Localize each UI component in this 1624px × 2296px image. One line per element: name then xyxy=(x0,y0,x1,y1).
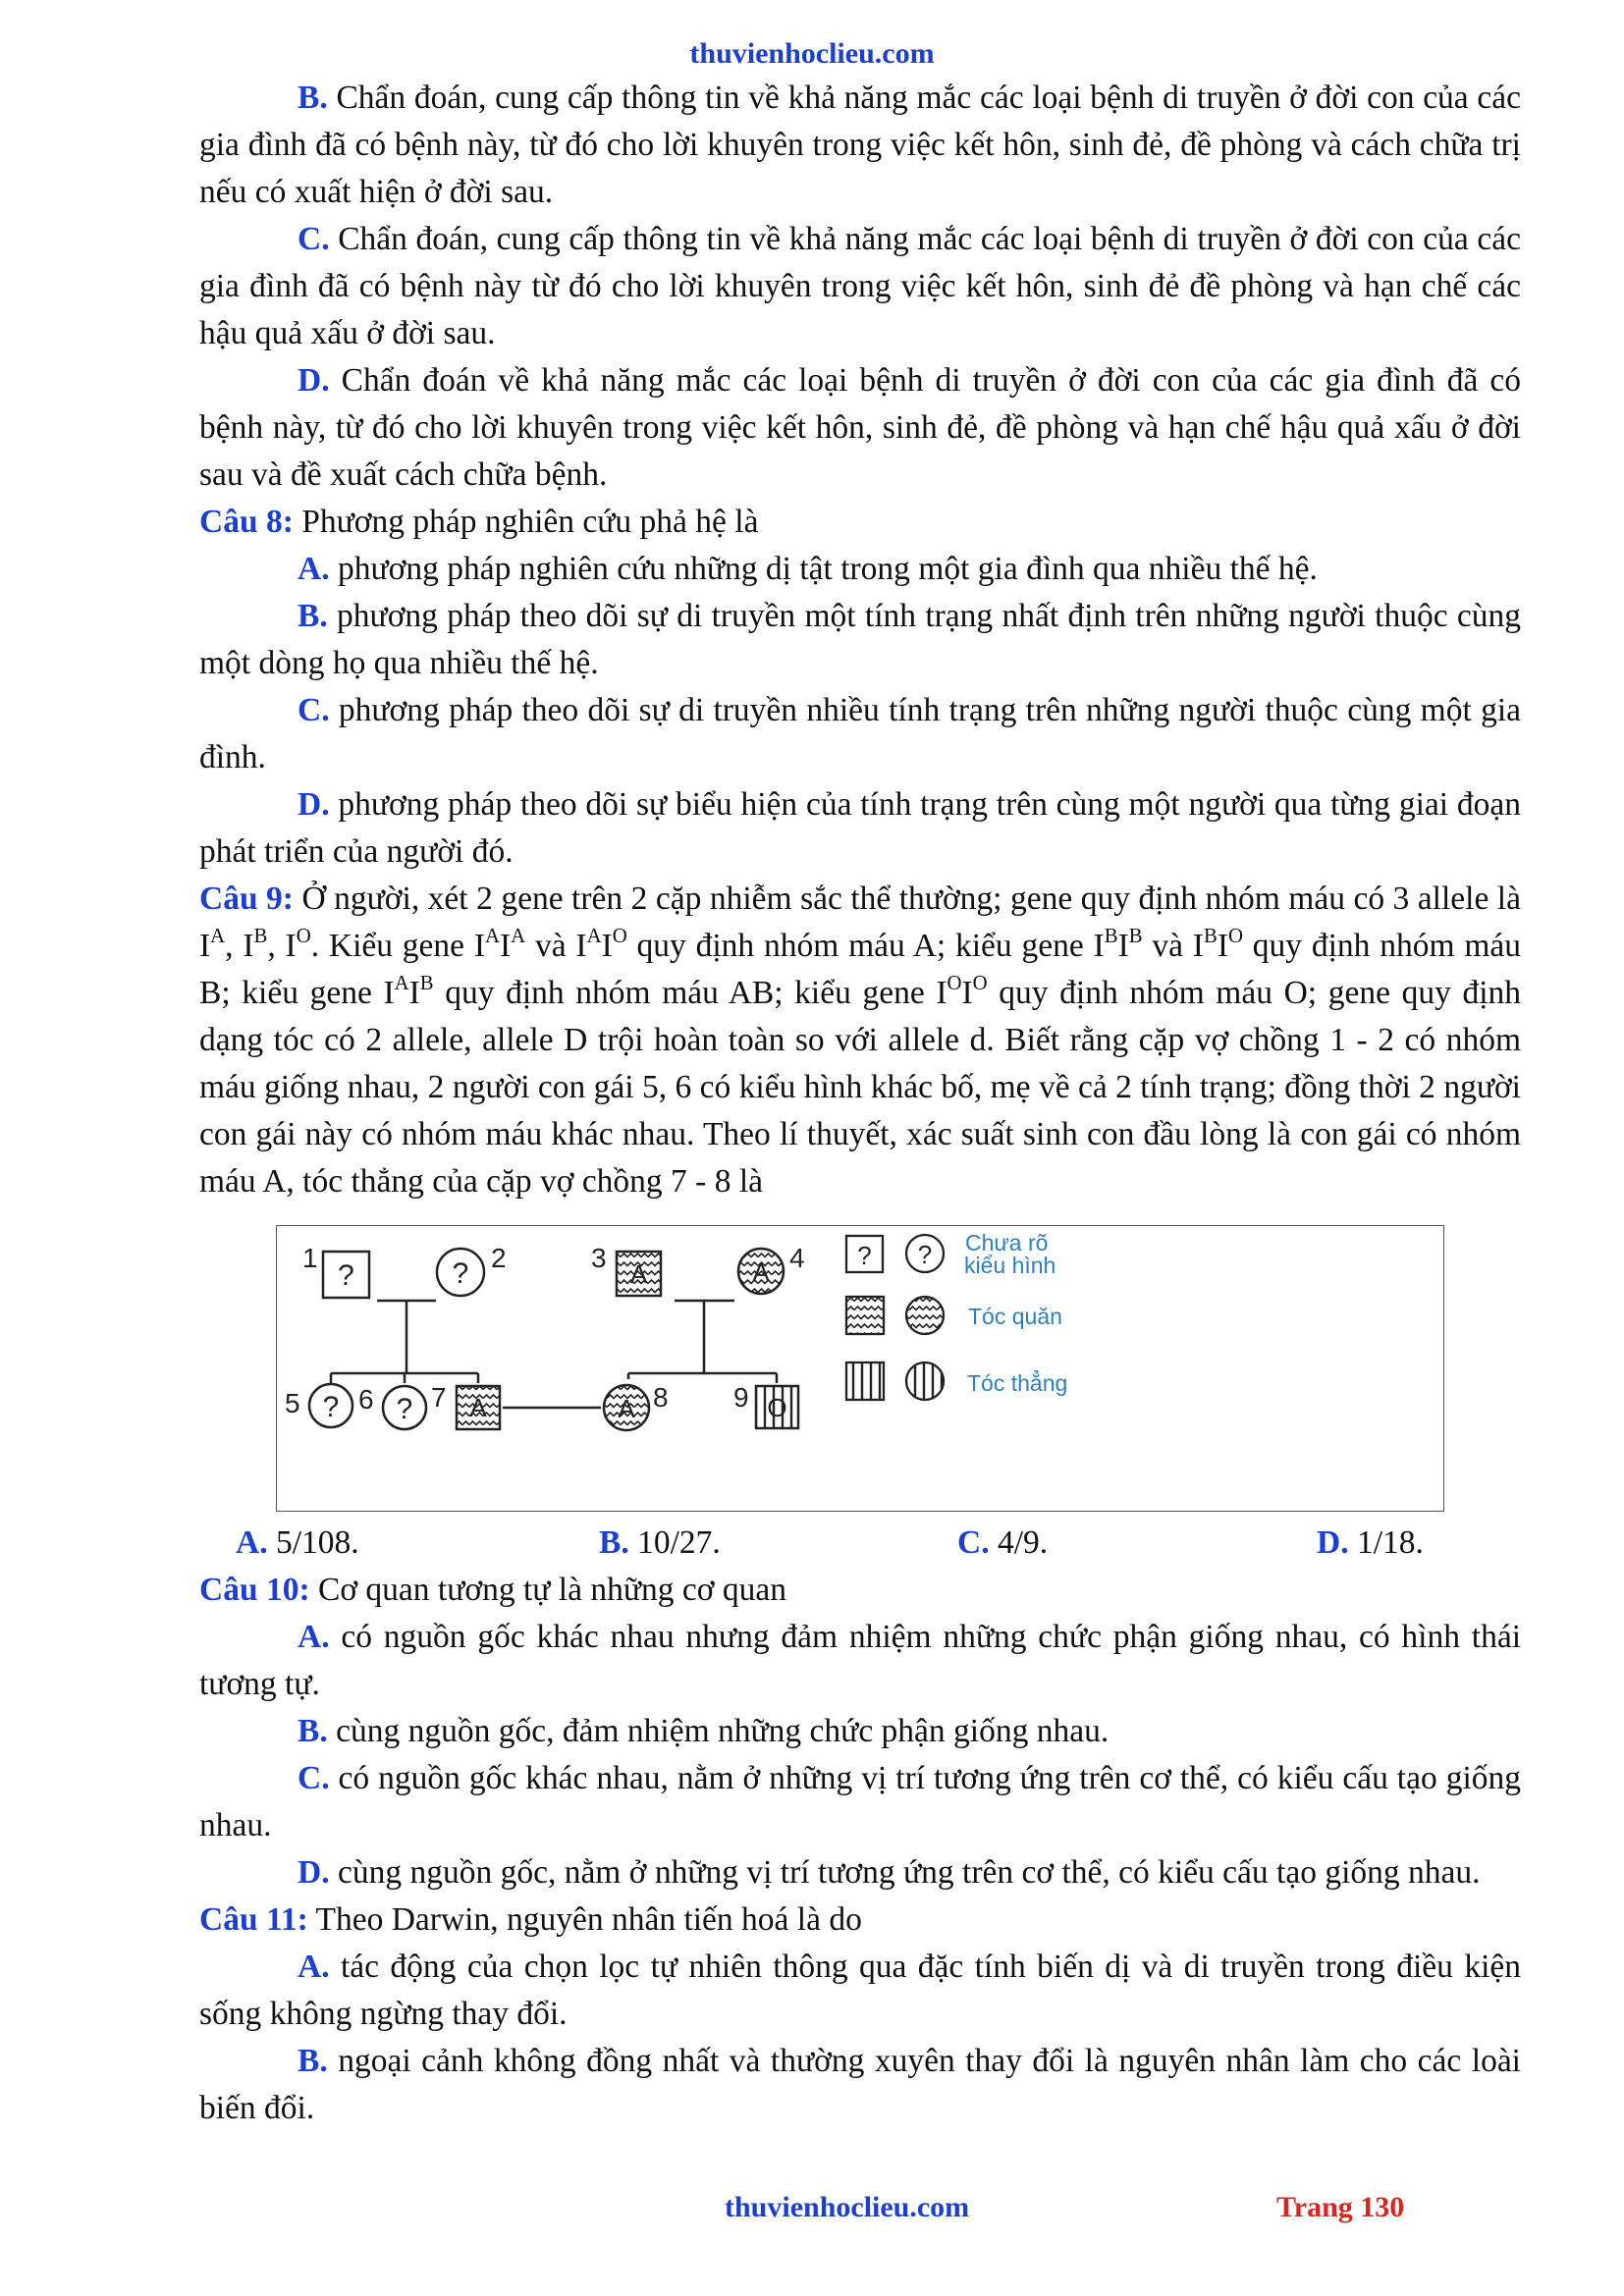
q10-option-a xyxy=(199,1614,1521,1708)
prev-option-d xyxy=(199,357,1521,499)
page-content xyxy=(199,75,1521,2132)
legend-straight-male-icon xyxy=(846,1362,884,1400)
person-5-female-unknown xyxy=(309,1384,352,1427)
superscript: O xyxy=(1227,924,1243,947)
q9-text: I xyxy=(961,975,973,1011)
q9-text: quy định nhóm máu AB; kiểu gene I xyxy=(433,975,947,1011)
label-9: 9 xyxy=(733,1382,749,1413)
svg-text:?: ? xyxy=(452,1257,469,1290)
q9-text: I xyxy=(1217,928,1228,964)
label-2: 2 xyxy=(491,1243,507,1273)
q9-text: I xyxy=(601,928,613,964)
superscript: B xyxy=(419,971,434,994)
label-4: 4 xyxy=(789,1243,805,1273)
q8-option-b xyxy=(199,593,1521,687)
legend-curly-male-icon xyxy=(846,1297,884,1334)
option-label: D. xyxy=(298,1854,330,1891)
option-text: phương pháp nghiên cứu những dị tật trong một gia đình qua nhiều thế hệ. xyxy=(337,551,1318,587)
label-8: 8 xyxy=(653,1382,669,1413)
legend-curly-female-icon xyxy=(906,1297,944,1334)
q9-text: I xyxy=(500,928,512,964)
q9-answer-row xyxy=(199,1520,1521,1567)
question-10 xyxy=(199,1567,1521,1614)
svg-text:?: ? xyxy=(338,1259,354,1292)
q10-option-c xyxy=(199,1755,1521,1849)
svg-text:A: A xyxy=(629,1259,648,1289)
option-label: C. xyxy=(957,1524,990,1561)
superscript: B xyxy=(253,924,268,947)
svg-text:A: A xyxy=(752,1257,770,1287)
superscript: A xyxy=(210,924,226,947)
footer-site-link[interactable]: thuvienhoclieu.com xyxy=(725,2191,970,2223)
person-1-male-unknown xyxy=(323,1252,369,1298)
q9-text: . Kiểu gene I xyxy=(310,928,486,964)
person-9-male-straight-blood-o xyxy=(756,1386,798,1428)
q11-option-b xyxy=(199,2038,1521,2132)
q9-option-b[interactable] xyxy=(599,1520,721,1567)
superscript: O xyxy=(947,971,962,994)
label-3: 3 xyxy=(591,1243,607,1273)
question-stem: Cơ quan tương tự là những cơ quan xyxy=(309,1572,786,1608)
question-11 xyxy=(199,1896,1521,1944)
svg-text:?: ? xyxy=(857,1241,872,1270)
q8-option-a xyxy=(199,546,1521,593)
superscript: A xyxy=(586,924,602,947)
q9-option-d[interactable] xyxy=(1317,1520,1424,1567)
legend-curly-label: Tóc quăn xyxy=(968,1304,1062,1329)
label-5: 5 xyxy=(285,1388,300,1418)
superscript: A xyxy=(511,924,526,947)
svg-text:O: O xyxy=(767,1393,787,1422)
option-text: cùng nguồn gốc, nằm ở những vị trí tương ứng trên cơ thể, có kiểu cấu tạo giống nhau. xyxy=(337,1854,1481,1891)
q9-text: quy định nhóm máu O; gene quy định dạng tóc có 2 allele, allele D trội hoàn toàn so với allele d. Biết rằng cặp vợ chồng 1 - 2 có nhóm máu giống nhau, 2 người con gái 5, 6 có kiểu hình khác bố, mẹ về cả 2 tính trạng; đồng thời 2 người con gái này có nhóm máu khác nhau. Theo lí thuyết, xác suất sinh con đầu lòng là con gái có nhóm máu A, tóc thẳng của cặp vợ chồng 7 - 8 là xyxy=(199,975,1521,1200)
person-2-female-unknown xyxy=(437,1249,484,1296)
superscript: B xyxy=(1203,924,1218,947)
option-text: 1/18. xyxy=(1356,1524,1424,1561)
option-label: A. xyxy=(298,551,330,587)
person-6-female-unknown xyxy=(383,1386,426,1429)
option-text: 4/9. xyxy=(997,1524,1049,1561)
option-label: A. xyxy=(298,1949,330,1985)
option-label: A. xyxy=(236,1524,268,1561)
legend-straight-label: Tóc thẳng xyxy=(967,1370,1068,1396)
superscript: A xyxy=(485,924,501,947)
superscript: O xyxy=(296,924,311,947)
option-text: phương pháp theo dõi sự biểu hiện của tính trạng trên cùng một người qua từng giai đoạn phát triển của người đó. xyxy=(199,786,1521,870)
svg-text:?: ? xyxy=(917,1240,933,1269)
label-1: 1 xyxy=(302,1243,318,1273)
q9-text: quy định nhóm máu B; kiểu gene I xyxy=(199,928,1522,1011)
option-text: ngoại cảnh không đồng nhất và thường xuyên thay đổi là nguyên nhân làm cho các loài biến đổi. xyxy=(199,2043,1521,2126)
option-label: D. xyxy=(298,362,330,399)
option-label: B. xyxy=(298,2043,328,2079)
option-label: D. xyxy=(298,786,330,823)
question-label: Câu 9: xyxy=(199,881,294,917)
q9-text: Ở người, xét 2 gene trên 2 cặp nhiễm sắc thể thường; gene quy định nhóm máu có 3 allele là I xyxy=(199,881,1521,964)
option-label: D. xyxy=(1317,1524,1349,1561)
person-7-male-curly-blood-a xyxy=(457,1386,500,1429)
option-label: A. xyxy=(298,1619,330,1655)
prev-option-c xyxy=(199,216,1521,357)
q11-option-a xyxy=(199,1944,1521,2038)
prev-option-b xyxy=(199,75,1521,216)
superscript: O xyxy=(972,971,988,994)
q9-text: , I xyxy=(267,928,297,964)
svg-text:?: ? xyxy=(322,1391,340,1423)
option-text: cùng nguồn gốc, đảm nhiệm những chức phận giống nhau. xyxy=(336,1713,1110,1749)
option-text: Chẩn đoán, cung cấp thông tin về khả năng mắc các loại bệnh di truyền ở đời con của các gia đình đã có bệnh này từ đó cho lời khuyên trong việc kết hôn, sinh đẻ đề phòng và hạn chế các hậu quả xấu ở đời sau. xyxy=(199,221,1522,351)
q9-option-c[interactable] xyxy=(957,1520,1048,1567)
q9-text: I xyxy=(1117,928,1129,964)
option-label: B. xyxy=(298,1713,328,1749)
option-text: Chẩn đoán, cung cấp thông tin về khả năng mắc các loại bệnh di truyền ở đời con của các gia đình đã có bệnh này, từ đó cho lời khuyên trong việc kết hôn, sinh đẻ, đề phòng và cách chữa trị nếu có xuất hiện ở đời sau. xyxy=(199,80,1522,210)
q9-text: , I xyxy=(225,928,254,964)
legend-unknown-label: Chưa rõ xyxy=(965,1230,1049,1255)
option-text: có nguồn gốc khác nhau nhưng đảm nhiệm những chức phận giống nhau, có hình thái tương tự. xyxy=(199,1619,1522,1702)
svg-text:A: A xyxy=(469,1393,487,1422)
svg-text:kiểu hình: kiểu hình xyxy=(964,1253,1056,1278)
option-text: 5/108. xyxy=(275,1524,359,1561)
page-number: Trang 130 xyxy=(1276,2191,1405,2223)
option-label: B. xyxy=(298,80,328,116)
option-text: 10/27. xyxy=(637,1524,721,1561)
pedigree-svg xyxy=(277,1226,1443,1511)
label-7: 7 xyxy=(431,1382,447,1413)
option-text: Chẩn đoán về khả năng mắc các loại bệnh di truyền ở đời con của các gia đình đã có bệnh này, từ đó cho lời khuyên trong việc kết hôn, sinh đẻ, đề phòng và hạn chế hậu quả xấu ở đời sau và đề xuất cách chữa bệnh. xyxy=(199,362,1522,493)
q9-text: quy định nhóm máu A; kiểu gene I xyxy=(626,928,1105,964)
option-text: có nguồn gốc khác nhau, nằm ở những vị trí tương ứng trên cơ thể, có kiểu cấu tạo giống nhau. xyxy=(199,1760,1521,1843)
question-label: Câu 11: xyxy=(199,1901,308,1938)
q9-text: và I xyxy=(525,928,587,964)
site-header[interactable]: thuvienhoclieu.com xyxy=(689,37,935,70)
superscript: B xyxy=(1128,924,1143,947)
option-label: B. xyxy=(298,598,328,634)
option-text: phương pháp theo dõi sự di truyền một tính trạng nhất định trên những người thuộc cùng một dòng họ qua nhiều thế hệ. xyxy=(199,598,1521,681)
q10-option-b xyxy=(199,1708,1521,1755)
superscript: O xyxy=(612,924,627,947)
option-label: C. xyxy=(298,692,330,728)
legend xyxy=(846,1230,1067,1400)
svg-text:A: A xyxy=(618,1394,635,1423)
question-stem: Theo Darwin, nguyên nhân tiến hoá là do xyxy=(307,1901,862,1938)
q8-option-d xyxy=(199,781,1521,876)
option-label: C. xyxy=(298,221,330,257)
person-8-female-curly-blood-a xyxy=(604,1385,649,1430)
option-text: phương pháp theo dõi sự di truyền nhiều tính trạng trên những người thuộc cùng một gia đình. xyxy=(199,692,1522,775)
question-9 xyxy=(199,876,1521,1205)
legend-straight-female-icon xyxy=(906,1362,944,1400)
question-8 xyxy=(199,499,1521,546)
svg-text:?: ? xyxy=(396,1393,413,1425)
superscript: A xyxy=(394,971,409,994)
q9-option-a[interactable] xyxy=(236,1520,359,1567)
q10-option-d xyxy=(199,1849,1521,1896)
option-label: B. xyxy=(599,1524,629,1561)
option-label: C. xyxy=(298,1760,330,1796)
q9-text: I xyxy=(408,975,420,1011)
label-6: 6 xyxy=(358,1384,374,1415)
question-label: Câu 8: xyxy=(199,504,294,540)
question-stem: Phương pháp nghiên cứu phả hệ là xyxy=(293,504,759,540)
q8-option-c xyxy=(199,687,1521,781)
person-3-male-curly-blood-a xyxy=(617,1252,661,1296)
option-text: tác động của chọn lọc tự nhiên thông qua đặc tính biến dị và di truyền trong điều kiện sống không ngừng thay đổi. xyxy=(199,1949,1521,2032)
pedigree-diagram xyxy=(276,1225,1444,1512)
person-4-female-curly-blood-a xyxy=(738,1249,784,1294)
superscript: B xyxy=(1104,924,1118,947)
q9-text: và I xyxy=(1142,928,1204,964)
question-label: Câu 10: xyxy=(199,1572,310,1608)
